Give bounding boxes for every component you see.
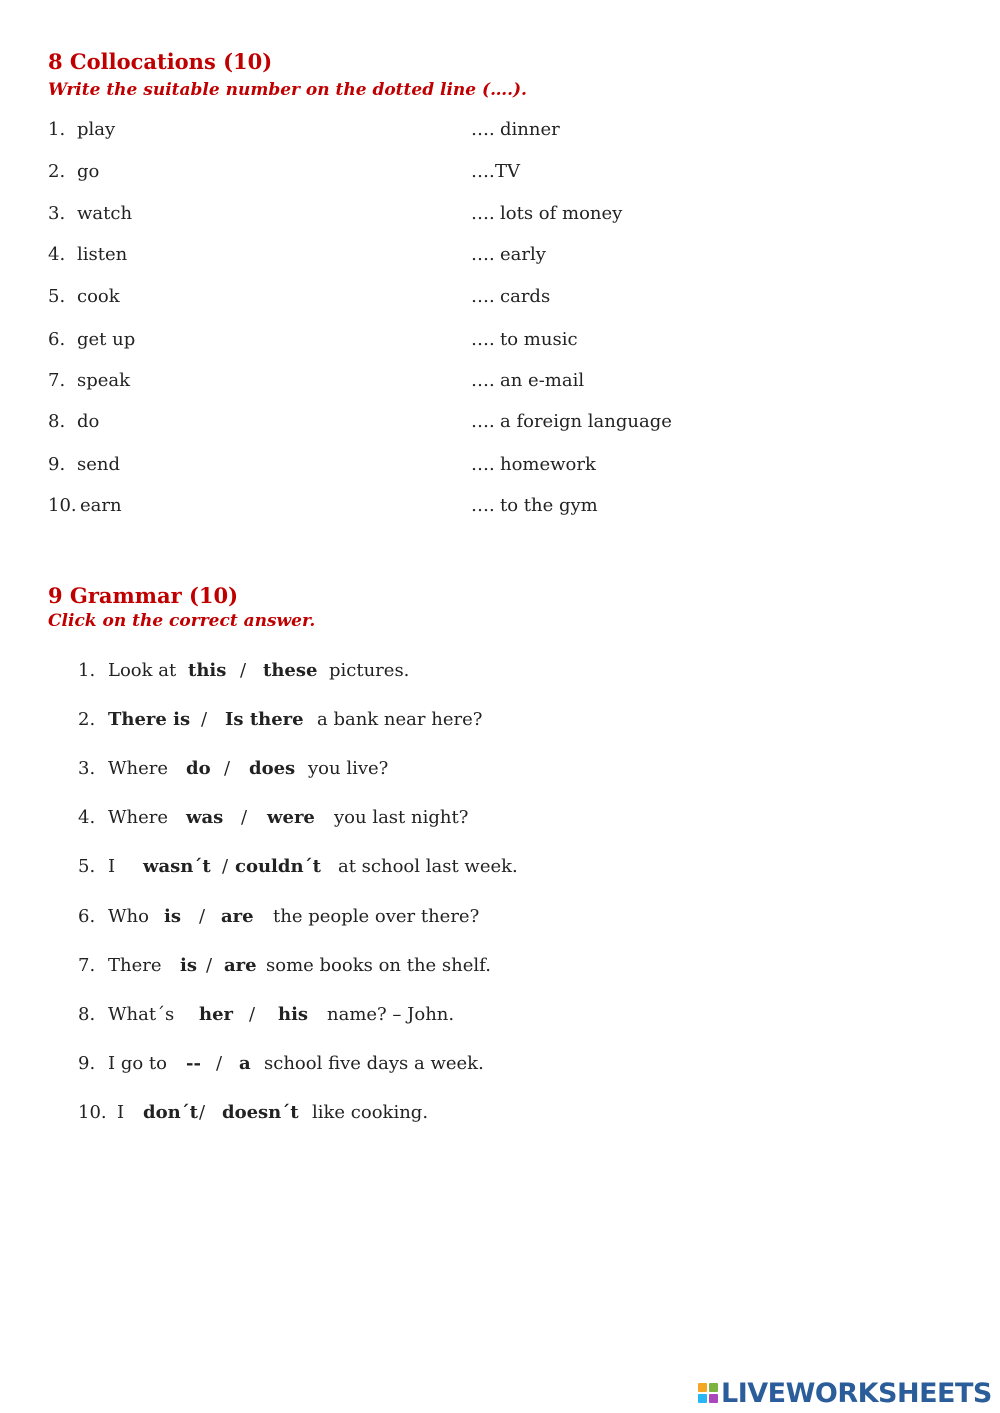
- item-phrase: cards: [500, 286, 551, 307]
- item-word: watch: [77, 203, 133, 224]
- item-number: 7.: [78, 955, 96, 976]
- answer-option-1[interactable]: is: [164, 906, 181, 927]
- sentence-before: I go to: [108, 1053, 167, 1074]
- sentence-after: you live?: [308, 758, 389, 779]
- item-word: cook: [77, 286, 120, 307]
- answer-option-2[interactable]: does: [249, 758, 296, 779]
- collocation-right-item: [471, 119, 560, 141]
- collocation-left-item: [48, 286, 120, 308]
- collocation-left-item: [48, 495, 122, 517]
- sentence-before: I: [117, 1102, 125, 1123]
- item-phrase: an e-mail: [500, 370, 585, 391]
- item-number: 6.: [48, 329, 66, 350]
- logo-square: [698, 1383, 707, 1392]
- grammar-item: [78, 758, 388, 780]
- item-phrase: a foreign language: [500, 411, 672, 432]
- answer-option-1[interactable]: do: [186, 758, 211, 779]
- item-word: do: [77, 411, 100, 432]
- sentence-after: like cooking.: [312, 1102, 429, 1123]
- sentence-after: a bank near here?: [317, 709, 483, 730]
- item-number: 1.: [48, 119, 66, 140]
- item-word: earn: [80, 495, 122, 516]
- item-phrase: TV: [495, 161, 521, 182]
- collocation-right-item: [471, 495, 598, 517]
- answer-option-2[interactable]: couldn´t: [235, 856, 321, 877]
- logo-square: [709, 1383, 718, 1392]
- item-number: 2.: [78, 709, 96, 730]
- grammar-item: [78, 1102, 428, 1124]
- collocation-right-item: [471, 370, 584, 392]
- item-number: 10.: [48, 495, 77, 516]
- option-separator: /: [224, 758, 231, 779]
- sentence-before: Who: [108, 906, 149, 927]
- option-separator: /: [199, 906, 206, 927]
- answer-dotted-line[interactable]: ….: [471, 286, 495, 307]
- collocation-left-item: [48, 244, 127, 266]
- sentence-after: school five days a week.: [264, 1053, 484, 1074]
- collocation-left-item: [48, 454, 120, 476]
- answer-dotted-line[interactable]: ….: [471, 495, 495, 516]
- item-word: get up: [77, 329, 136, 350]
- collocation-right-item: [471, 411, 672, 433]
- answer-dotted-line[interactable]: ….: [471, 244, 495, 265]
- grammar-item: [78, 906, 479, 928]
- answer-option-2[interactable]: were: [267, 807, 315, 828]
- item-number: 8.: [48, 411, 66, 432]
- logo-text: LIVEWORKSHEETS: [721, 1377, 992, 1409]
- item-phrase: dinner: [500, 119, 560, 140]
- sentence-before: Where: [108, 758, 169, 779]
- collocation-left-item: [48, 203, 132, 225]
- grammar-item: [78, 660, 409, 682]
- sentence-before: Where: [108, 807, 169, 828]
- grammar-item: [78, 955, 491, 977]
- collocation-right-item: [471, 329, 578, 351]
- item-number: 2.: [48, 161, 66, 182]
- item-number: 5.: [48, 286, 66, 307]
- answer-option-2[interactable]: doesn´t: [222, 1102, 299, 1123]
- grammar-item: [78, 1053, 484, 1075]
- section-8-instruction: Write the suitable number on the dotted line (….).: [48, 80, 527, 100]
- liveworksheets-logo: [698, 1378, 992, 1408]
- answer-option-1[interactable]: --: [186, 1053, 201, 1074]
- answer-option-1[interactable]: was: [186, 807, 224, 828]
- item-word: listen: [77, 244, 128, 265]
- section-9-instruction: Click on the correct answer.: [48, 611, 316, 631]
- option-separator: /: [201, 709, 208, 730]
- item-number: 3.: [48, 203, 66, 224]
- sentence-after: the people over there?: [273, 906, 480, 927]
- answer-dotted-line[interactable]: ….: [471, 454, 495, 475]
- collocation-left-item: [48, 411, 99, 433]
- option-separator: /: [222, 856, 229, 877]
- collocation-right-item: [471, 244, 546, 266]
- answer-option-2[interactable]: are: [221, 906, 254, 927]
- collocation-left-item: [48, 161, 99, 183]
- sentence-after: some books on the shelf.: [266, 955, 491, 976]
- item-phrase: lots of money: [500, 203, 623, 224]
- collocation-right-item: [471, 203, 622, 225]
- section-8-title: 8 Collocations (10): [48, 49, 273, 74]
- item-word: go: [77, 161, 100, 182]
- sentence-after: name? – John.: [327, 1004, 455, 1025]
- item-number: 6.: [78, 906, 96, 927]
- answer-option-1[interactable]: this: [188, 660, 227, 681]
- sentence-before: What´s: [108, 1004, 175, 1025]
- sentence-before: There: [108, 955, 162, 976]
- answer-dotted-line[interactable]: ….: [471, 370, 495, 391]
- answer-option-1[interactable]: her: [199, 1004, 234, 1025]
- answer-dotted-line[interactable]: ….: [471, 329, 495, 350]
- item-number: 4.: [48, 244, 66, 265]
- item-phrase: to music: [500, 329, 578, 350]
- item-number: 1.: [78, 660, 96, 681]
- sentence-after: you last night?: [334, 807, 469, 828]
- collocation-right-item: [471, 454, 596, 476]
- answer-option-1[interactable]: There is: [108, 709, 191, 730]
- item-number: 9.: [78, 1053, 96, 1074]
- grammar-item: [78, 807, 468, 829]
- answer-option-1[interactable]: is: [180, 955, 197, 976]
- item-word: speak: [77, 370, 131, 391]
- sentence-before: I: [108, 856, 116, 877]
- collocation-right-item: [471, 286, 550, 308]
- sentence-before: Look at: [108, 660, 177, 681]
- answer-option-1[interactable]: don´t: [143, 1102, 198, 1123]
- item-phrase: to the gym: [500, 495, 598, 516]
- answer-option-2[interactable]: are: [224, 955, 257, 976]
- sentence-after: pictures.: [329, 660, 410, 681]
- option-separator: /: [240, 660, 247, 681]
- item-phrase: homework: [500, 454, 596, 475]
- item-number: 5.: [78, 856, 96, 877]
- item-number: 7.: [48, 370, 66, 391]
- answer-dotted-line[interactable]: ….: [471, 119, 495, 140]
- item-number: 8.: [78, 1004, 96, 1025]
- answer-option-2[interactable]: these: [263, 660, 318, 681]
- item-word: send: [77, 454, 121, 475]
- item-phrase: early: [500, 244, 546, 265]
- section-9-title: 9 Grammar (10): [48, 583, 239, 608]
- option-separator: /: [199, 1102, 206, 1123]
- option-separator: /: [216, 1053, 223, 1074]
- answer-option-2[interactable]: a: [239, 1053, 251, 1074]
- item-number: 9.: [48, 454, 66, 475]
- collocation-left-item: [48, 119, 115, 141]
- option-separator: /: [206, 955, 213, 976]
- option-separator: /: [241, 807, 248, 828]
- item-word: play: [77, 119, 116, 140]
- answer-option-1[interactable]: wasn´t: [143, 856, 211, 877]
- grammar-item: [78, 1004, 454, 1026]
- logo-square: [709, 1394, 718, 1403]
- answer-dotted-line[interactable]: ….: [471, 203, 495, 224]
- item-number: 3.: [78, 758, 96, 779]
- collocation-left-item: [48, 370, 130, 392]
- grammar-item: [78, 856, 518, 878]
- answer-option-2[interactable]: Is there: [225, 709, 304, 730]
- collocation-left-item: [48, 329, 135, 351]
- item-number: 10.: [78, 1102, 107, 1123]
- sentence-after: at school last week.: [338, 856, 518, 877]
- answer-option-2[interactable]: his: [278, 1004, 309, 1025]
- liveworksheets-logo-icon: [698, 1383, 718, 1403]
- item-number: 4.: [78, 807, 96, 828]
- grammar-item: [78, 709, 482, 731]
- option-separator: /: [249, 1004, 256, 1025]
- answer-dotted-line[interactable]: ….: [471, 411, 495, 432]
- collocation-right-item: [471, 161, 520, 183]
- answer-dotted-line[interactable]: ….: [471, 161, 495, 182]
- logo-square: [698, 1394, 707, 1403]
